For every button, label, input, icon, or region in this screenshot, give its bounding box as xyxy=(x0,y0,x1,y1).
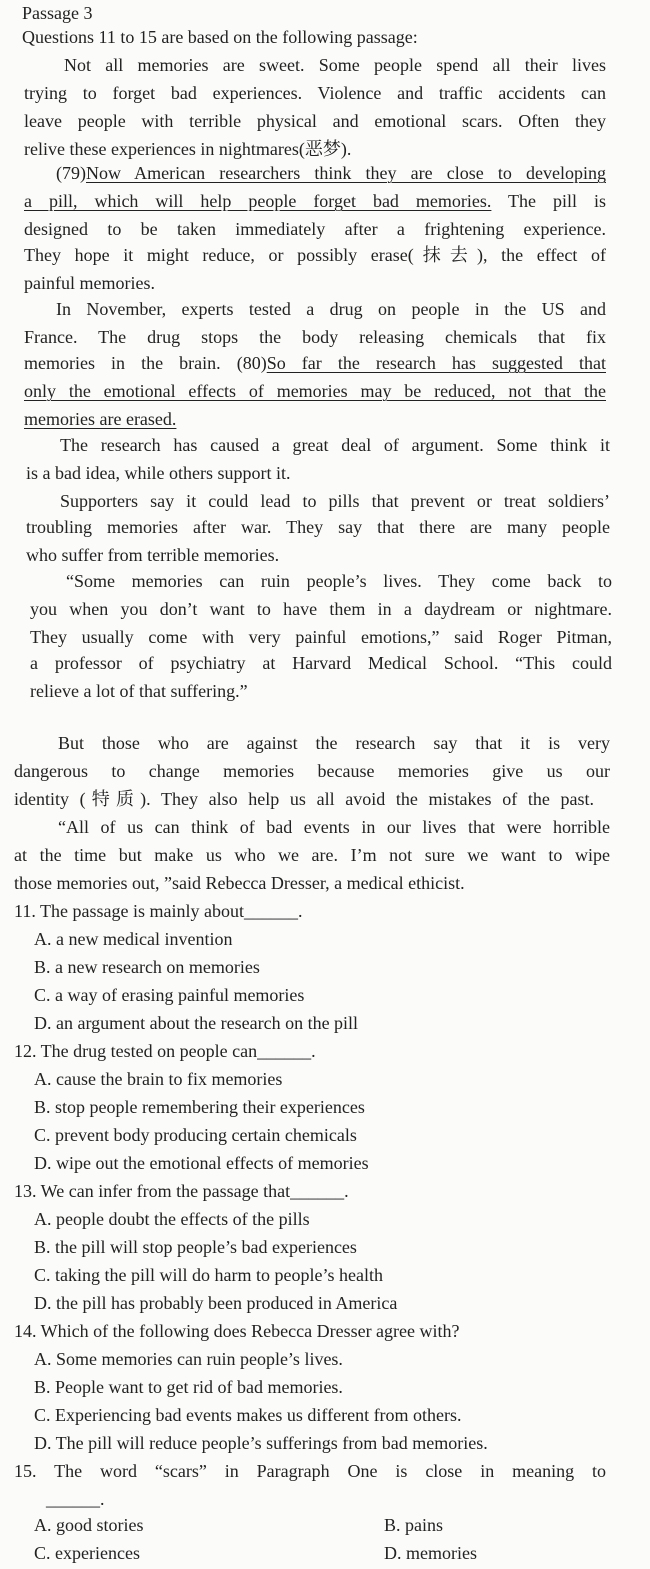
instruction-line: Questions 11 to 15 are based on the following passage: xyxy=(22,27,418,47)
text-span: The pill is xyxy=(491,191,607,211)
question-13-stem xyxy=(14,1180,349,1202)
option-13-c: C. taking the pill will do harm to people’s health xyxy=(34,1265,383,1285)
option-13-d: D. the pill has probably been produced in America xyxy=(34,1293,398,1313)
paragraph-6-line: “Some memories can ruin people’s lives. They come back to xyxy=(66,571,612,591)
question-15-stem: 15. The word “scars” in Paragraph One is close in meaning to xyxy=(14,1461,606,1481)
underlined-sentence-80: only the emotional effects of memories may be reduced, not that the xyxy=(24,381,606,401)
option-11-c: C. a way of erasing painful memories xyxy=(34,985,305,1005)
answer-blank: ______ xyxy=(243,901,298,921)
paragraph-5-line: troubling memories after war. They say that there are many people xyxy=(26,517,610,537)
paragraph-6-line: a professor of psychiatry at Harvard Medical School. “This could xyxy=(30,653,612,673)
question-12-stem xyxy=(14,1040,316,1062)
sentence-mark-79: (79) xyxy=(56,163,86,183)
question-tail: . xyxy=(100,1489,105,1509)
question-11-stem xyxy=(14,900,302,922)
option-12-a: A. cause the brain to fix memories xyxy=(34,1069,283,1089)
paragraph-6-line: They usually come with very painful emotions,” said Roger Pitman, xyxy=(30,627,612,647)
paragraph-7-line: identity (特质). They also help us all avoid the mistakes of the past. xyxy=(14,789,594,809)
question-tail: . xyxy=(344,1181,349,1201)
paragraph-3-line: In November, experts tested a drug on people in the US and xyxy=(56,299,606,319)
text-span: memories in the brain. (80) xyxy=(24,353,267,373)
paragraph-2-line xyxy=(24,190,606,212)
paragraph-6-line: you when you don’t want to have them in a daydream or nightmare. xyxy=(30,599,612,619)
paragraph-8-line: “All of us can think of bad events in our lives that were horrible xyxy=(58,817,610,837)
option-15-a: A. good stories xyxy=(34,1515,144,1535)
paragraph-3-line xyxy=(24,380,606,402)
option-12-b: B. stop people remembering their experiences xyxy=(34,1097,365,1117)
paragraph-2-line: They hope it might reduce, or possibly erase(抹去), the effect of xyxy=(24,245,606,265)
option-14-d: D. The pill will reduce people’s sufferings from bad memories. xyxy=(34,1433,488,1453)
option-15-b: B. pains xyxy=(384,1515,444,1535)
question-text: 13. We can infer from the passage that xyxy=(14,1181,291,1201)
underlined-sentence-80: So far the research has suggested that xyxy=(266,353,606,373)
paragraph-3-line xyxy=(24,352,606,374)
option-15-d: D. memories xyxy=(384,1543,477,1563)
underlined-sentence-79: a pill, which will help people forget bad memories. xyxy=(24,191,492,211)
underlined-sentence-79: Now American researchers think they are close to developing xyxy=(86,163,606,183)
paragraph-3-line xyxy=(24,408,176,430)
question-tail: . xyxy=(297,901,303,921)
paragraph-6-line: relieve a lot of that suffering.” xyxy=(30,681,248,701)
option-12-c: C. prevent body producing certain chemicals xyxy=(34,1125,357,1145)
paragraph-3-line: France. The drug stops the body releasing chemicals that fix xyxy=(24,327,606,347)
paragraph-1-line: trying to forget bad experiences. Violence and traffic accidents can xyxy=(24,83,606,103)
question-14-stem: 14. Which of the following does Rebecca Dresser agree with? xyxy=(14,1321,460,1341)
paragraph-7-line: dangerous to change memories because memories give us our xyxy=(14,761,610,781)
paragraph-7-line: But those who are against the research say that it is very xyxy=(58,733,610,753)
question-tail: . xyxy=(311,1041,316,1061)
answer-blank: ______ xyxy=(290,1181,345,1201)
option-12-d: D. wipe out the emotional effects of memories xyxy=(34,1153,369,1173)
question-15-blank xyxy=(46,1488,105,1510)
paragraph-4-line: The research has caused a great deal of argument. Some think it xyxy=(60,435,610,455)
paragraph-4-line: is a bad idea, while others support it. xyxy=(26,463,291,483)
paragraph-2-line: painful memories. xyxy=(24,273,155,293)
option-14-a: A. Some memories can ruin people’s lives. xyxy=(34,1349,343,1369)
option-13-a: A. people doubt the effects of the pills xyxy=(34,1209,310,1229)
option-11-b: B. a new research on memories xyxy=(34,957,260,977)
paragraph-1-line: leave people with terrible physical and emotional scars. Often they xyxy=(24,111,606,131)
option-13-b: B. the pill will stop people’s bad experiences xyxy=(34,1237,357,1257)
paragraph-1-line: relive these experiences in nightmares(恶梦). xyxy=(24,139,352,159)
paragraph-2-line xyxy=(56,162,606,184)
option-11-a: A. a new medical invention xyxy=(34,929,233,949)
answer-blank: ______ xyxy=(257,1041,312,1061)
paragraph-5-line: who suffer from terrible memories. xyxy=(26,545,280,565)
paragraph-8-line: at the time but make us who we are. I’m not sure we want to wipe xyxy=(14,845,610,865)
passage-label: Passage 3 xyxy=(22,3,93,23)
question-text: 11. The passage is mainly about xyxy=(14,901,244,921)
paragraph-2-line: designed to be taken immediately after a frightening experience. xyxy=(24,219,606,239)
answer-blank: ______ xyxy=(46,1489,100,1509)
option-15-c: C. experiences xyxy=(34,1543,140,1563)
option-14-b: B. People want to get rid of bad memories. xyxy=(34,1377,343,1397)
paragraph-8-line: those memories out, ”said Rebecca Dresser, a medical ethicist. xyxy=(14,873,465,893)
option-14-c: C. Experiencing bad events makes us different from others. xyxy=(34,1405,462,1425)
paragraph-1-line: Not all memories are sweet. Some people spend all their lives xyxy=(64,55,606,75)
option-11-d: D. an argument about the research on the pill xyxy=(34,1013,359,1033)
question-text: 12. The drug tested on people can xyxy=(14,1041,258,1061)
paragraph-5-line: Supporters say it could lead to pills that prevent or treat soldiers’ xyxy=(60,491,610,511)
underlined-sentence-80: memories are erased. xyxy=(24,409,177,429)
